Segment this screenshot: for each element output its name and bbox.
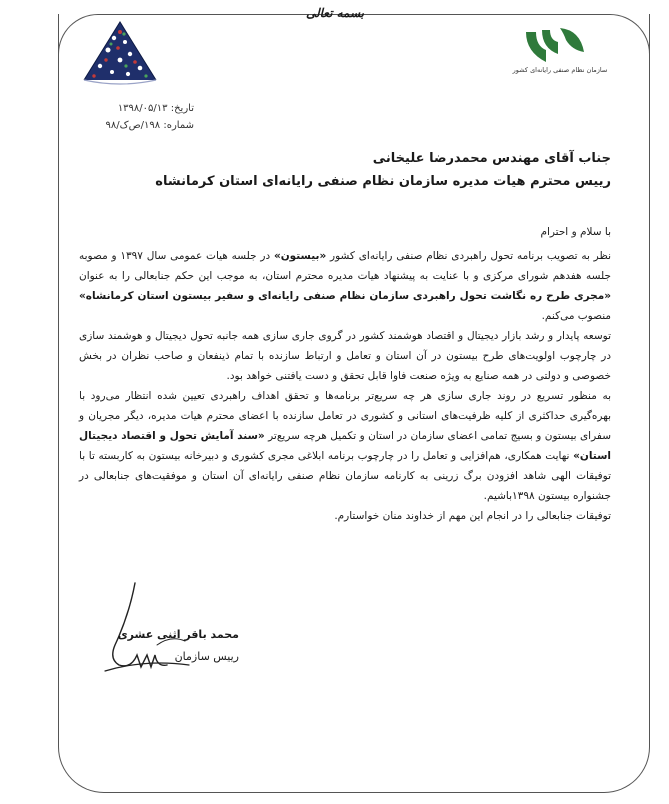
number-value: ۱۹۸/ص‌ک/۹۸ <box>105 120 161 131</box>
letter-meta <box>74 100 194 134</box>
paragraph-1-bold-2: «مجری طرح ره نگاشت تحول راهبردی سازمان نظام صنفی رایانه‌ای و سفیر بیستون استان کرمانشاه» <box>79 290 611 302</box>
organization-logo-caption: سازمان نظام صنفی رایانه‌ای کشور <box>512 66 608 74</box>
letter-body <box>79 222 611 526</box>
signer-name: محمد باقر اثنی عشری <box>117 628 239 641</box>
bistoon-mountain-logo <box>80 18 160 88</box>
addressee-block <box>91 147 611 193</box>
paragraph-3-bold: «سند آمایش تحول و اقتصاد دیجیتال استان» <box>79 430 611 462</box>
paragraph-1-text-b: در جلسه هیات عمومی سال ۱۳۹۷ و مصوبه جلسه هفدهم شورای مرکزی و با عنایت به پیشنهاد هیات مدیره محترم استان، به موجب این حکم جنابعالی را به عنوان <box>79 250 611 282</box>
paragraph-3 <box>79 386 611 506</box>
paragraph-3-text-b: نهایت همکاری، هم‌افزایی و تعامل را در چارچوب برنامه ابلاغی مجری کشوری و دبیرخانه بیستون به کاربسته تا با توفیقات الهی شاهد افزودن برگ زرینی به کارنامه سازمان نظام صنفی رایانه‌ای آن استان و موفقیت‌های جنابعالی در جشنواره بیستون ۱۳۹۸باشیم. <box>79 450 611 502</box>
salutation: با سلام و احترام <box>540 226 611 238</box>
number-label: شماره: <box>163 120 194 131</box>
date-label: تاریخ: <box>170 103 194 114</box>
addressee-name: جناب آقای مهندس محمدرضا علیخانی <box>372 151 611 166</box>
paragraph-1-text-c: منصوب می‌کنم. <box>541 310 611 322</box>
bismillah: بسمه تعالی <box>305 6 365 20</box>
addressee-title: رییس محترم هیات مدیره سازمان نظام صنفی رایانه‌ای استان کرمانشاه <box>155 174 611 189</box>
paragraph-1 <box>79 246 611 326</box>
paragraph-1-bold-1: «بیستون» <box>273 250 327 262</box>
organization-logo <box>520 22 590 70</box>
number-row <box>74 117 194 134</box>
paragraph-4: توفیقات جنابعالی را در انجام این مهم از خداوند منان خواستارم. <box>334 510 611 522</box>
paragraph-1-text-a: نظر به تصویب برنامه تحول راهبردی نظام صنفی رایانه‌ای کشور <box>326 250 611 262</box>
paragraph-2: توسعه پایدار و رشد بازار دیجیتال و اقتصاد هوشمند کشور در گروی جاری سازی همه جانبه تحول دیجیتال و هوشمند سازی در چارچوب اولویت‌های طرح بیستون در آن استان و تعامل و ارتباط سازنده با تمام ذینفعان و صاحب نظران در بخش خصوصی و دولتی در همه صنایع به ویژه صنعت فاوا قابل تحقق و دست یافتنی خواهد بود. <box>79 330 611 382</box>
signature-block <box>39 624 239 668</box>
date-value: ۱۳۹۸/۰۵/۱۳ <box>117 103 168 114</box>
signer-title: رییس سازمان <box>174 650 239 663</box>
date-row <box>74 100 194 117</box>
paragraph-3-text-a: به منظور تسریع در روند جاری سازی هر چه سریع‌تر برنامه‌ها و تحقق اهداف راهبردی تعیین شده انتظار می‌رود با بهره‌گیری حداکثری از کلیه ظرفیت‌های استانی و کشوری در تعامل سازنده با اعضای محترم هیات مدیره، دیگر مجریان و سفرای بیستون و بسیج تمامی اعضای سازمان در استان و تکمیل هرچه سریع‌تر <box>79 390 611 442</box>
